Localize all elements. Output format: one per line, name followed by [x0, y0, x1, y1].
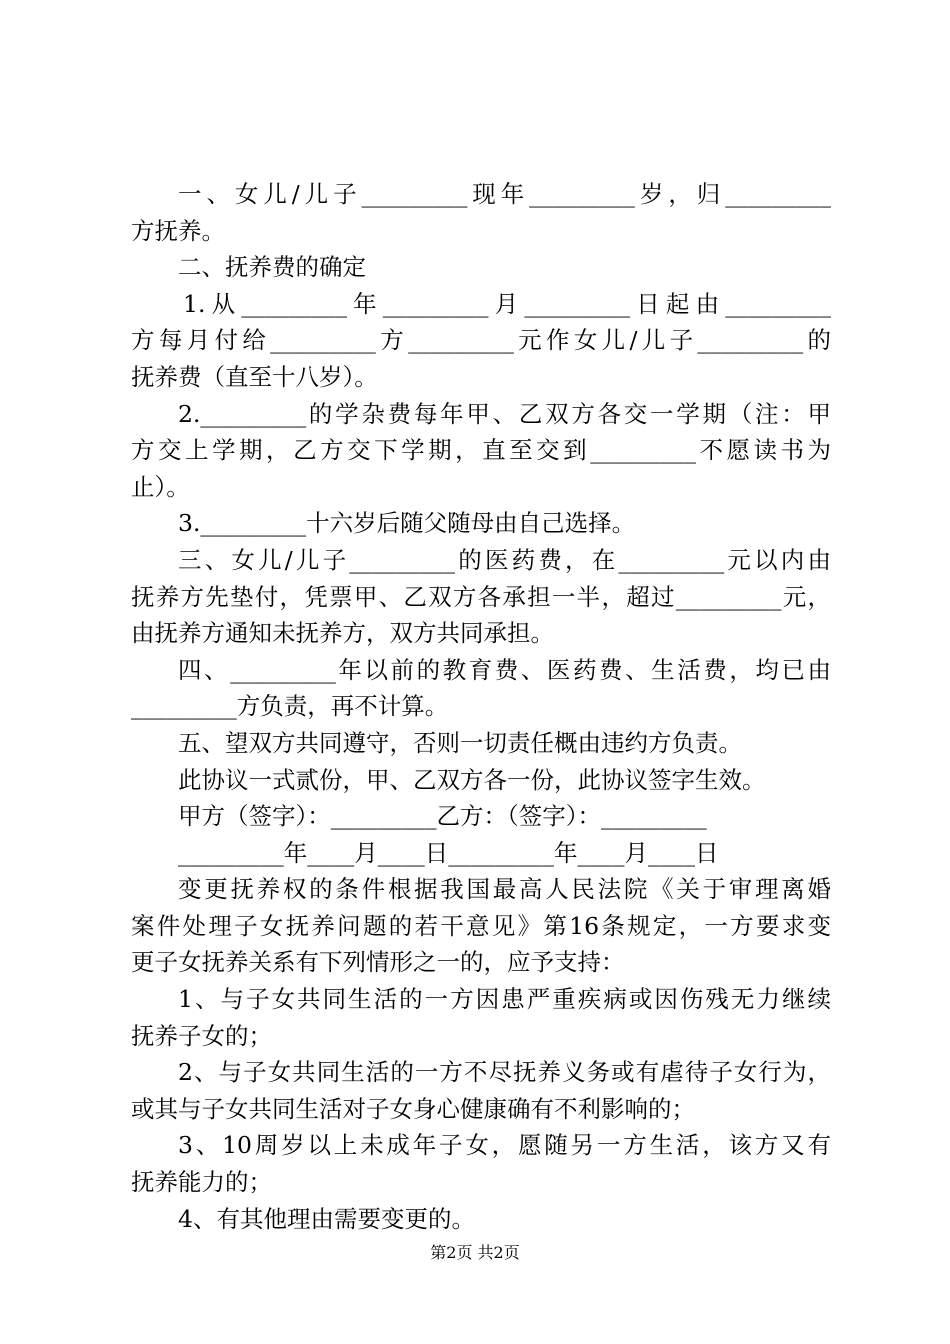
text-line: _________年____月____日_________年____月____日	[178, 838, 719, 867]
text-line: 案件处理子女抚养问题的若干意见》第16条规定，一方要求变	[131, 911, 831, 940]
text-line: _________方负责，再不计算。	[131, 692, 449, 721]
text-line: 方抚养。	[131, 216, 225, 245]
text-line: 五、望双方共同遵守，否则一切责任概由违约方负责。	[178, 728, 742, 757]
text-line: 此协议一式贰份，甲、乙双方各一份，此协议签字生效。	[178, 765, 766, 794]
text-line: 4、有其他理由需要变更的。	[178, 1204, 475, 1233]
text-line: 2、与子女共同生活的一方不尽抚养义务或有虐待子女行为，	[178, 1058, 831, 1087]
text-line: 抚养能力的；	[131, 1168, 272, 1197]
text-line: 抚养费（直至十八岁）。	[131, 362, 378, 391]
text-line: 2._________的学杂费每年甲、乙双方各交一学期（注：甲	[178, 399, 831, 428]
text-line: 止）。	[131, 472, 190, 501]
text-line: 抚养方先垫付，凭票甲、乙双方各承担一半，超过_________元，	[131, 582, 831, 611]
text-line: 1、与子女共同生活的一方因患严重疾病或因伤残无力继续	[178, 985, 831, 1014]
text-line: 甲方（签字）：_________乙方：（签字）：_________	[178, 802, 707, 831]
text-line: 更子女抚养关系有下列情形之一的，应予支持：	[131, 948, 625, 977]
text-line: 四、_________年以前的教育费、医药费、生活费，均已由	[178, 655, 831, 684]
text-line: 由抚养方通知未抚养方，双方共同承担。	[131, 619, 554, 648]
text-line: 一、女儿/儿子_________现年_________岁，归_________	[178, 180, 831, 208]
text-line: 二、抚养费的确定	[178, 253, 366, 282]
text-line: 方每月付给_________方_________元作女儿/儿子_________的	[131, 326, 831, 355]
text-line: 3._________十六岁后随父随母由自己选择。	[178, 509, 636, 538]
text-line: 或其与子女共同生活对子女身心健康确有不利影响的；	[131, 1094, 695, 1123]
text-line: 1.从_________年_________月_________日起由_________	[183, 289, 831, 318]
text-line: 3、10周岁以上未成年子女，愿随另一方生活，该方又有	[178, 1131, 831, 1160]
text-line: 变更抚养权的条件根据我国最高人民法院《关于审理离婚	[178, 875, 831, 904]
document-body	[131, 176, 831, 1237]
text-line: 方交上学期，乙方交下学期，直至交到_________不愿读书为	[131, 436, 831, 465]
page-footer: 第2页 共2页	[430, 1243, 520, 1262]
text-line: 三、女儿/儿子_________的医药费，在_________元以内由	[178, 545, 831, 574]
text-line: 抚养子女的；	[131, 1021, 272, 1050]
